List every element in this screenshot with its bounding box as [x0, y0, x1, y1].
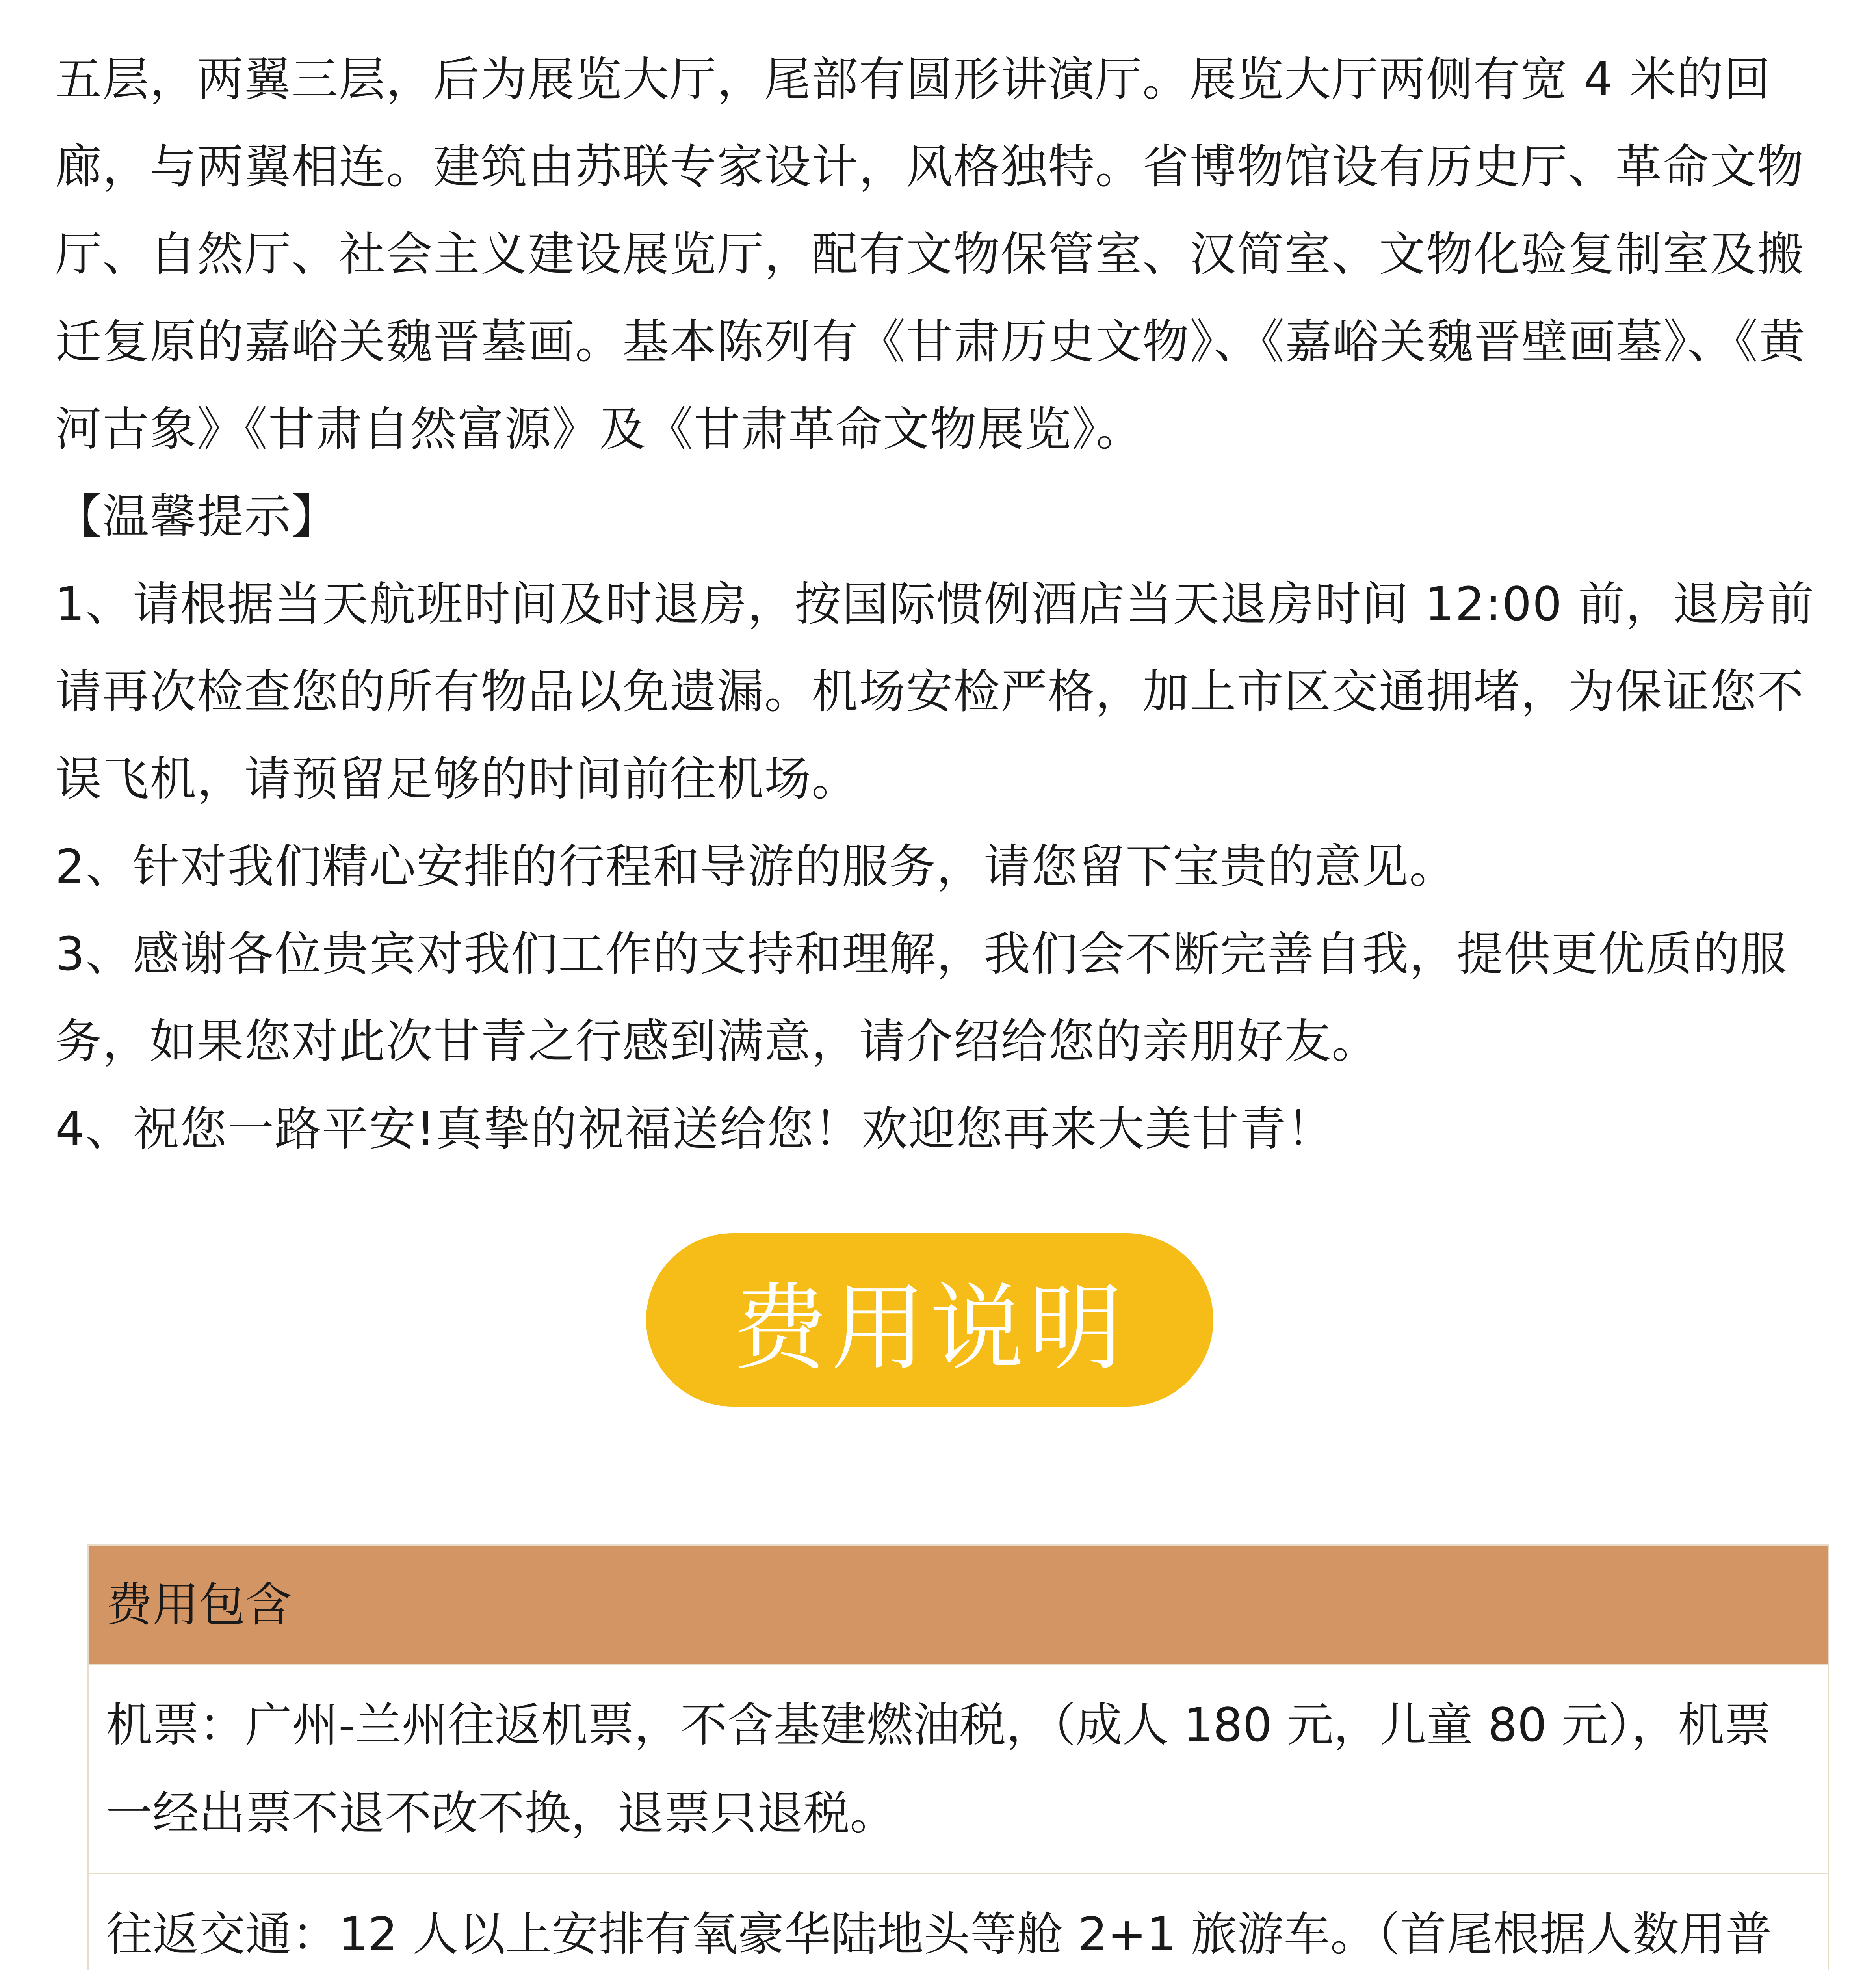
table-cell-transport	[88, 1874, 1828, 1970]
table-cell-airfare	[88, 1665, 1828, 1874]
section-title: 费用说明	[732, 1273, 1127, 1383]
tip-item-2: 2、针对我们精心安排的行程和导游的服务，请您留下宝贵的意见。	[55, 839, 1457, 894]
tip-item-3: 3、感谢各位贵宾对我们工作的支持和理解，我们会不断完善自我，提供更优质的服务，如果您对此次甘青之行感到满意，请介绍给您的亲朋好友。	[55, 927, 1788, 1069]
table-header-cell: 费用包含	[88, 1545, 1828, 1665]
body-text	[55, 35, 1828, 1173]
cell-text: 机票：广州-兰州往返机票，不含基建燃油税，（成人 180 元，儿童 80 元），机票一经出票不退不改不换，退票只退税。	[106, 1698, 1771, 1840]
paragraph-museum: 五层，两翼三层，后为展览大厅，尾部有圆形讲演厅。展览大厅两侧有宽 4 米的回廊，与两翼相连。建筑由苏联专家设计，风格独特。省博物馆设有历史厅、革命文物厅、自然厅、社会主义建设展览厅，配有文物保管室、汉简室、文物化验复制室及搬迁复原的嘉峪关魏晋墓画。基本陈列有《甘肃历史文物》、《嘉峪关魏晋壁画墓》、《黄河古象》《甘肃自然富源》及《甘肃革命文物展览》。	[55, 52, 1806, 456]
table-header-row	[88, 1545, 1828, 1665]
tip-item-1: 1、请根据当天航班时间及时退房，按国际惯例酒店当天退房时间 12:00 前，退房前请再次检查您的所有物品以免遗漏。机场安检严格，加上市区交通拥堵，为保证您不误飞机，请预留足够的时间前往机场。	[55, 577, 1815, 806]
tips-heading: 【温馨提示】	[55, 489, 339, 544]
table-row	[88, 1665, 1828, 1874]
table-row	[88, 1874, 1828, 1970]
section-title-pill	[646, 1233, 1213, 1407]
tip-item-4: 4、祝您一路平安!真挚的祝福送给您！欢迎您再来大美甘青！	[55, 1102, 1334, 1156]
cell-text: 往返交通：12 人以上安排有氧豪华陆地头等舱 2+1 旅游车。（首尾根据人数用普	[106, 1907, 1772, 1961]
fee-table	[87, 1544, 1829, 1970]
